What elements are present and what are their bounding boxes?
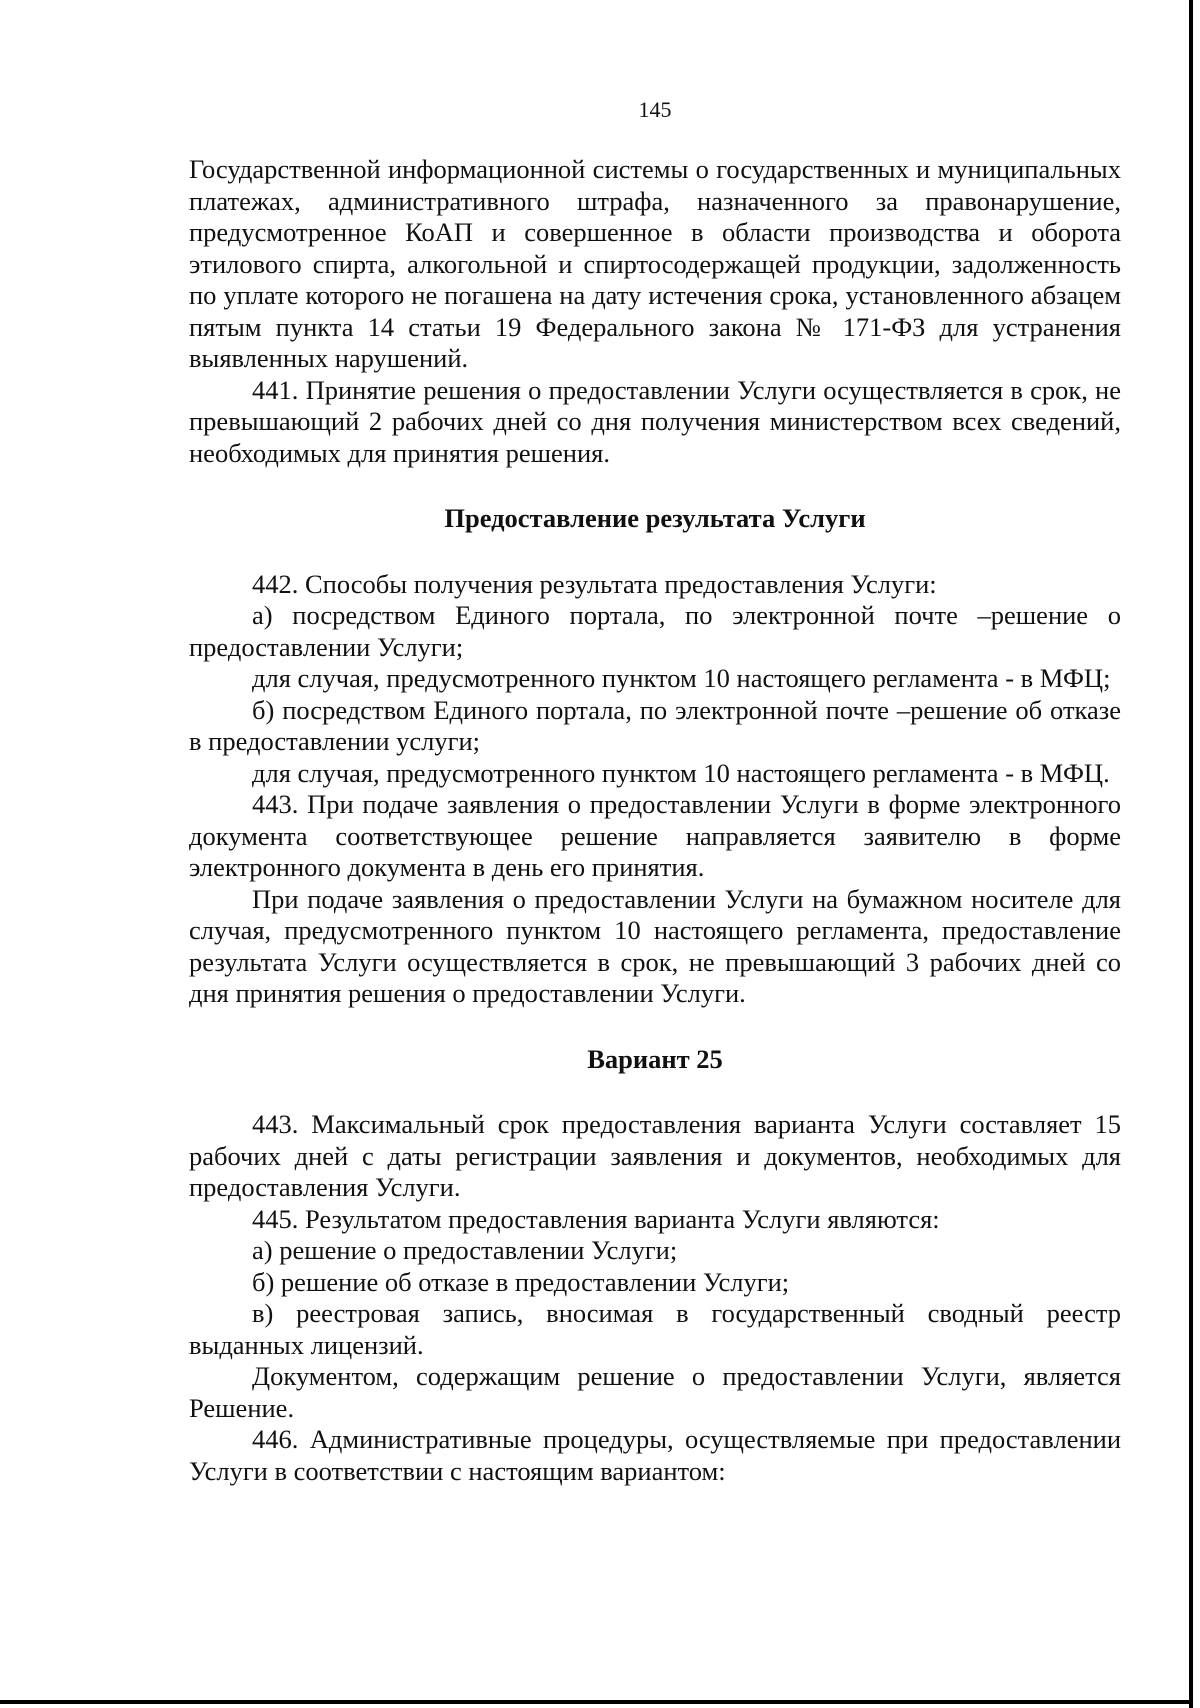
paragraph-continuation: Государственной информационной системы о государственных и муниципальных платежах, административного штрафа, назначенного за правонарушение, предусмотренное КоАП и совершенное в области производства и оборота этилового спирта, алкогольной и спиртосодержащей продукции, задолженность по уплате которого не погашена на дату истечения срока, установленного абзацем пятым пункта 14 статьи 19 Федерального закона № 171-ФЗ для устранения выявленных нарушений. bbox=[189, 154, 1121, 373]
scan-border-right bbox=[1189, 0, 1193, 1708]
paragraph-445: 445. Результатом предоставления варианта Услуги являются: bbox=[252, 1203, 940, 1234]
section-variant-body bbox=[189, 1109, 1121, 1487]
scan-border-bottom bbox=[0, 1700, 1193, 1704]
list-item-a-mfc: для случая, предусмотренного пунктом 10 настоящего регламента - в МФЦ; bbox=[252, 663, 1111, 693]
list-item-a: а) решение о предоставлении Услуги; bbox=[252, 1235, 678, 1265]
list-item-v: в) реестровая запись, вносимая в государственный сводный реестр выданных лицензий. bbox=[189, 1298, 1121, 1360]
paragraph-443-paper: При подаче заявления о предоставлении Услуги на бумажном носителе для случая, предусмотренного пунктом 10 настоящего регламента, предоставление результата Услуги осуществляется в срок, не превышающий 3 рабочих дней со дня принятия решения о предоставлении Услуги. bbox=[189, 883, 1121, 1008]
paragraph-443-max-term: 443. Максимальный срок предоставления варианта Услуги составляет 15 рабочих дней с даты регистрации заявления и документов, необходимых для предоставления Услуги. bbox=[189, 1109, 1121, 1202]
list-item-b: б) посредством Единого портала, по электронной почте –решение об отказе в предоставлении услуги; bbox=[189, 694, 1121, 756]
paragraph-446: 446. Административные процедуры, осуществляемые при предоставлении Услуги в соответствии с настоящим вариантом: bbox=[189, 1424, 1121, 1486]
section-result-body bbox=[189, 569, 1121, 1010]
list-item-b-mfc: для случая, предусмотренного пунктом 10 настоящего регламента - в МФЦ. bbox=[252, 757, 1110, 788]
section-heading-variant: Вариант 25 bbox=[587, 1043, 723, 1074]
list-item-b: б) решение об отказе в предоставлении Услуги; bbox=[252, 1266, 790, 1297]
page-number: 145 bbox=[638, 97, 672, 122]
paragraph-442: 442. Способы получения результата предоставления Услуги: bbox=[252, 568, 937, 599]
paragraph-443: 443. При подаче заявления о предоставлении Услуги в форме электронного документа соответствующее решение направляется заявителю в форме электронного документа в день его принятия. bbox=[189, 789, 1121, 882]
list-item-a: а) посредством Единого портала, по электронной почте –решение о предоставлении Услуги; bbox=[189, 600, 1121, 662]
section-heading-result: Предоставление результата Услуги bbox=[444, 503, 866, 533]
paragraph-document-note: Документом, содержащим решение о предоставлении Услуги, является Решение. bbox=[189, 1361, 1121, 1423]
paragraph-441: 441. Принятие решения о предоставлении Услуги осуществляется в срок, не превышающий 2 рабочих дней со дня получения министерством всех сведений, необходимых для принятия решения. bbox=[189, 374, 1121, 468]
document-body bbox=[189, 154, 1121, 1487]
